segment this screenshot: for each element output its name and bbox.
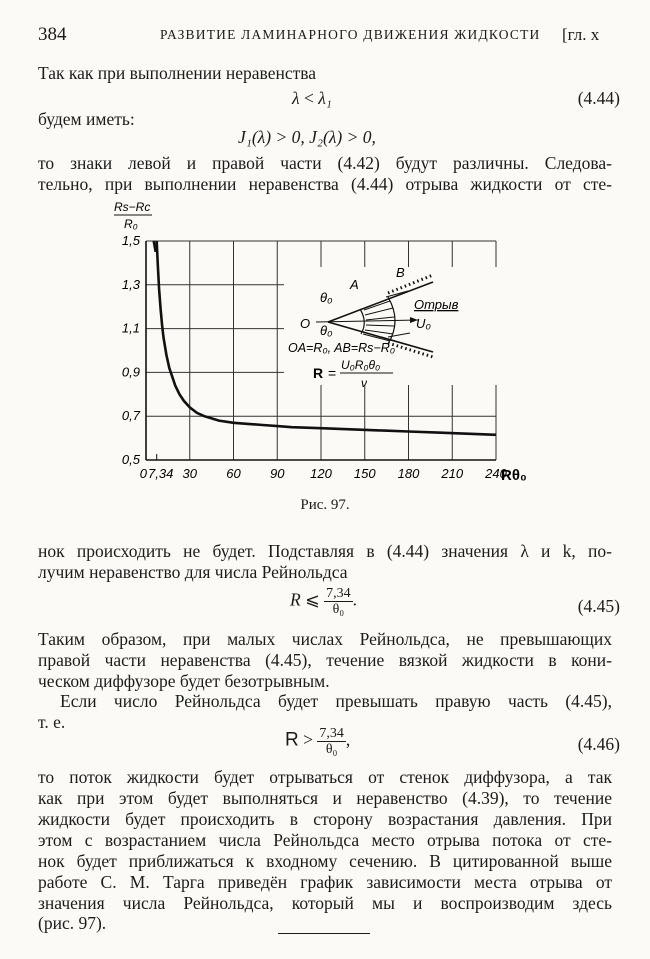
inset-label-theta-lower: θ₀ [320,323,333,338]
text-line: то поток жидкости будет отрываться от стенок диффузора, а так [38,767,612,787]
inset-label-equals: = [328,365,337,381]
inset-label-b: B [396,265,405,280]
equation-4-45 [290,586,357,617]
inset-label-o: O [300,316,311,331]
eq-lhs: λ [292,88,300,108]
x-tick-label: 180 [397,466,420,481]
text-line: нок будет приближаться к входному сечению. В цитированной выше [38,851,612,871]
text-line: Таким образом, при малых числах Рейнольдса, не превышающих [38,629,612,649]
x-tick-label: 30 [182,466,197,481]
x-tick-label: 0 [139,466,147,481]
inset-label-theta-upper: θ₀ [320,290,333,305]
text-line: (рис. 97). [38,913,107,933]
x-tick-label: 210 [441,466,464,481]
y-axis-label-numerator: Rs−Rc [114,200,151,214]
figure-caption: Рис. 97. [300,497,350,513]
inset-label-separation: Отрыв [414,297,459,312]
x-tick-label: 240 [485,466,507,481]
equation-4-46 [285,726,350,757]
text-line: то знаки левой и правой части (4.42) будут различны. Следова- [38,153,612,173]
x-tick-label: 120 [310,466,332,481]
running-title: РАЗВИТИЕ ЛАМИНАРНОГО ДВИЖЕНИЯ ЖИДКОСТИ [160,27,541,42]
x-tick-label: 60 [226,466,241,481]
eq-rhs: λ₁ [318,88,332,108]
y-tick-label: 0,9 [121,364,140,380]
eq-denominator: θ₀ [332,602,345,617]
text-line: жидкости будет происходить в сторону возрастания давления. При [38,809,612,829]
eq-op: < [303,88,314,108]
text-line: правой части неравенства (4.45), течение вязкой жидкости в кони- [38,650,612,670]
chapter-label: [гл. x [562,25,600,44]
eq-denominator: θ₀ [325,742,338,757]
x-tick-label: 7,34 [148,466,174,481]
inset-label-numerator: U₀R₀θ₀ [341,358,381,372]
equation-number: (4.44) [577,88,620,108]
eq-fraction [317,726,346,757]
equation-number: (4.46) [577,734,620,754]
eq-numerator: 7,34 [319,726,344,741]
text-line: Если число Рейнольдса будет превышать правую часть (4.45), [60,691,612,711]
x-tick-label: 150 [353,466,376,481]
y-tick-label: 1,1 [121,320,140,336]
equation-number: (4.45) [577,596,620,616]
x-tick-label: 90 [270,466,285,481]
inset-label-u0: U₀ [416,316,431,331]
inset-label-a: A [350,277,359,292]
figure-97-chart [88,197,568,493]
data-series-line-branch [154,241,156,252]
diffuser-inset [284,265,504,390]
inset-label-radii: OA=R₀, AB=Rs−R₀ [288,341,395,355]
equation-4-44 [292,88,332,109]
text-line: ческом диффузоре будет безотрывным. [38,671,330,691]
text-line: лучим неравенство для числа Рейнольдса [38,562,348,582]
eq-fraction [324,586,353,617]
x-axis-label: Rθ₀ [501,467,527,484]
text-line: этом с возрастанием числа Рейнольдса место отрыва потока от сте- [38,830,612,850]
y-tick-label: 0,5 [121,452,140,467]
text-line: тельно, при выполнении неравенства (4.44) отрыва жидкости от сте- [38,174,612,194]
eq-tail: . [352,589,357,610]
text-line: как при этом будет выполняться и неравенство (4.39), то течение [38,788,612,808]
equation-j: J₁(λ) > 0, J₂(λ) > 0, [238,127,376,147]
text-line: т. е. [38,712,66,732]
text-line: значения числа Рейнольдса, который мы и воспроизводим здесь [38,893,612,913]
y-tick-label: 1,5 [121,233,140,248]
eq-lhs: R [290,589,301,610]
y-axis-label-denominator: R₀ [124,217,138,231]
y-tick-label: 1,3 [121,276,140,292]
text-line: работе С. М. Тарга приведён график зависимости места отрыва от [38,872,612,892]
text-line: нок происходить не будет. Подставляя в (4.44) значения λ и k, по- [38,541,612,561]
eq-op: > [303,729,313,750]
inset-label-r: R [313,365,324,381]
end-rule [278,933,370,934]
eq-op: ⩽ [305,589,320,610]
y-tick-label: 0,7 [121,408,140,424]
text-line: будем иметь: [38,109,135,129]
inset-label-nu: ν [361,376,367,390]
eq-numerator: 7,34 [326,586,351,601]
eq-lhs: R [285,729,299,751]
page-number: 384 [38,24,67,45]
eq-tail: , [345,729,351,750]
text-line: Так как при выполнении неравенства [38,63,317,83]
